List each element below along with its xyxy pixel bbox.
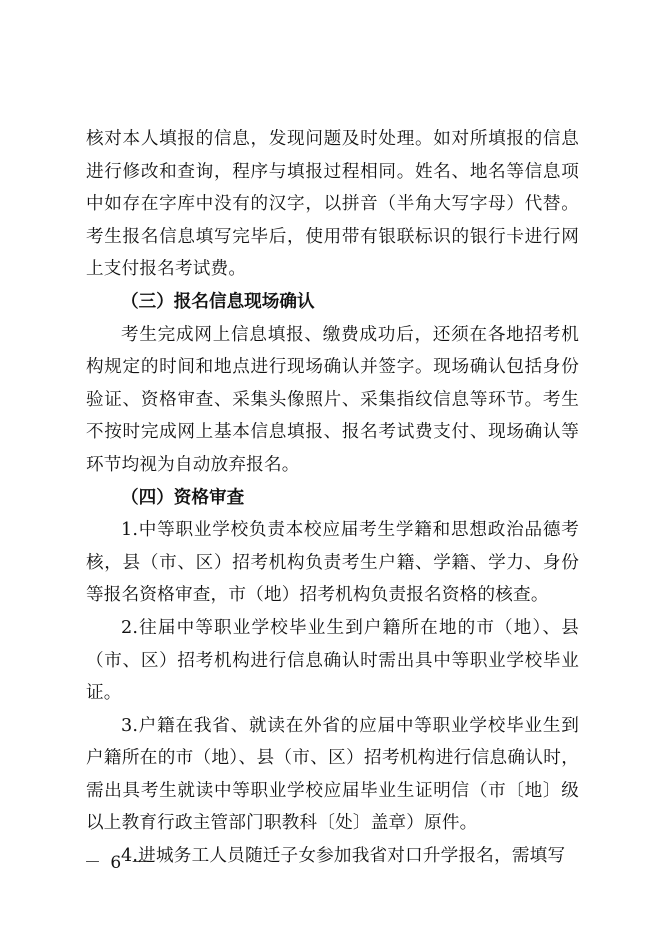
paragraph-item-1: 1.中等职业学校负责本校应届考生学籍和思想政治品德考核，县（市、区）招考机构负责考生户籍、学籍、学力、身份等报名资格审查，市（地）招考机构负责报名资格的核查。 bbox=[86, 520, 579, 606]
paragraph-item-3: 3.户籍在我省、就读在外省的应届中等职业学校毕业生到户籍所在的市（地）、县（市、区）招考机构进行信息确认时，需出具考生就读中等职业学校应届毕业生证明信（市〔地〕级以上教育行政主管部门职教科〔处〕盖章）原件。 bbox=[86, 715, 579, 834]
paragraph-info-verification: 核对本人填报的信息，发现问题及时处理。如对所填报的信息进行修改和查询，程序与填报过程相同。姓名、地名等信息项中如存在字库中没有的汉字，以拼音（半角大写字母）代替。考生报名信息填写完毕后，使用带有银联标识的银行卡进行网上支付报名考试费。 bbox=[86, 129, 579, 280]
section-heading-onsite-confirmation: （三）报名信息现场确认 bbox=[121, 290, 315, 312]
paragraph-onsite-confirmation: 考生完成网上信息填报、缴费成功后，还须在各地招考机构规定的时间和地点进行现场确认并签字。现场确认包括身份验证、资格审查、采集头像照片、采集指纹信息等环节。考生不按时完成网上基本信息填报、报名考试费支付、现场确认等环节均视为自动放弃报名。 bbox=[86, 324, 579, 475]
paragraph-item-4: 4.进城务工人员随迁子女参加我省对口升学报名，需填写 bbox=[121, 846, 566, 867]
document-body bbox=[86, 123, 579, 873]
paragraph-item-2: 2.往届中等职业学校毕业生到户籍所在地的市（地）、县（市、区）招考机构进行信息确认时需出具中等职业学校毕业证。 bbox=[86, 617, 579, 704]
section-heading-qualification-review: （四）资格审查 bbox=[121, 486, 245, 508]
page-number: － 6 － bbox=[84, 853, 150, 873]
